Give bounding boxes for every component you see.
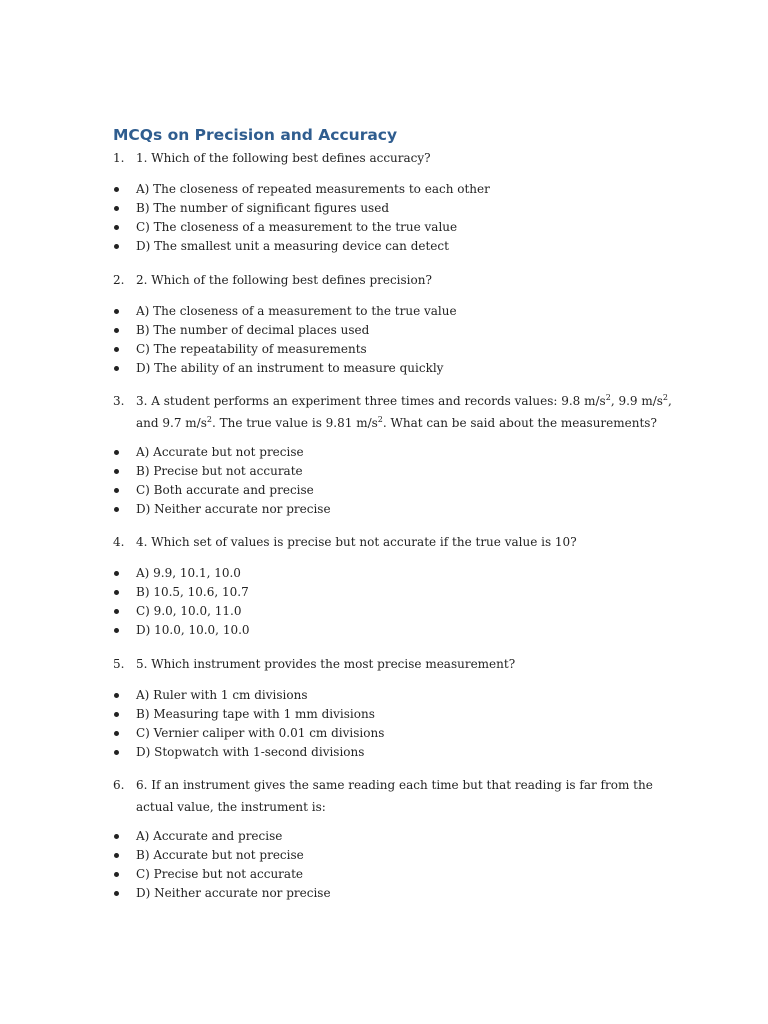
option-item: C) The repeatability of measurements: [113, 340, 457, 359]
option-item: A) Accurate and precise: [113, 827, 331, 846]
question-5: [113, 653, 673, 675]
option-item: C) Vernier caliper with 0.01 cm divisions: [113, 724, 384, 743]
question-2: [113, 269, 673, 291]
question-text: 1. Which of the following best defines accuracy?: [136, 151, 431, 165]
option-item: A) Ruler with 1 cm divisions: [113, 686, 384, 705]
question-number: 1.: [113, 151, 125, 165]
option-item: A) 9.9, 10.1, 10.0: [113, 564, 250, 583]
option-item: D) Stopwatch with 1-second divisions: [113, 743, 384, 762]
options-list-6: [113, 827, 331, 903]
question-4: [113, 531, 673, 553]
question-number: 5.: [113, 657, 125, 671]
question-text: 5. Which instrument provides the most precise measurement?: [136, 657, 516, 671]
options-list-5: [113, 686, 384, 762]
options-list-3: [113, 443, 331, 519]
question-number: 6.: [113, 778, 125, 792]
option-item: C) The closeness of a measurement to the true value: [113, 218, 490, 237]
option-item: D) The ability of an instrument to measure quickly: [113, 359, 457, 378]
question-1: [113, 147, 673, 169]
question-text: 4. Which set of values is precise but not accurate if the true value is 10?: [136, 535, 577, 549]
option-item: D) Neither accurate nor precise: [113, 884, 331, 903]
question-3: [113, 390, 673, 434]
option-item: B) The number of significant figures used: [113, 199, 490, 218]
options-list-4: [113, 564, 250, 640]
option-item: A) The closeness of repeated measurements to each other: [113, 180, 490, 199]
question-6: [113, 774, 673, 818]
option-item: B) Precise but not accurate: [113, 462, 331, 481]
question-number: 2.: [113, 273, 125, 287]
option-item: C) Both accurate and precise: [113, 481, 331, 500]
option-item: D) The smallest unit a measuring device can detect: [113, 237, 490, 256]
question-text: 6. If an instrument gives the same reading each time but that reading is far from the actual value, the instrument is:: [136, 778, 653, 814]
option-item: A) Accurate but not precise: [113, 443, 331, 462]
option-item: C) 9.0, 10.0, 11.0: [113, 602, 250, 621]
option-item: A) The closeness of a measurement to the true value: [113, 302, 457, 321]
question-number: 4.: [113, 535, 125, 549]
question-text: 3. A student performs an experiment three times and records values: 9.8 $m/s^2$, 9.9 $m/s^2$, and 9.7 $m/s^2$. The true value is 9.81 $m/s^2$. What can be said about the measurements?: [136, 393, 672, 430]
option-item: B) 10.5, 10.6, 10.7: [113, 583, 250, 602]
document-title: MCQs on Precision and Accuracy: [113, 126, 398, 144]
option-item: B) Measuring tape with 1 mm divisions: [113, 705, 384, 724]
option-item: B) Accurate but not precise: [113, 846, 331, 865]
option-item: C) Precise but not accurate: [113, 865, 331, 884]
option-item: B) The number of decimal places used: [113, 321, 457, 340]
options-list-1: [113, 180, 490, 256]
options-list-2: [113, 302, 457, 378]
option-item: D) Neither accurate nor precise: [113, 500, 331, 519]
question-number: 3.: [113, 394, 125, 408]
option-item: D) 10.0, 10.0, 10.0: [113, 621, 250, 640]
question-text: 2. Which of the following best defines precision?: [136, 273, 432, 287]
